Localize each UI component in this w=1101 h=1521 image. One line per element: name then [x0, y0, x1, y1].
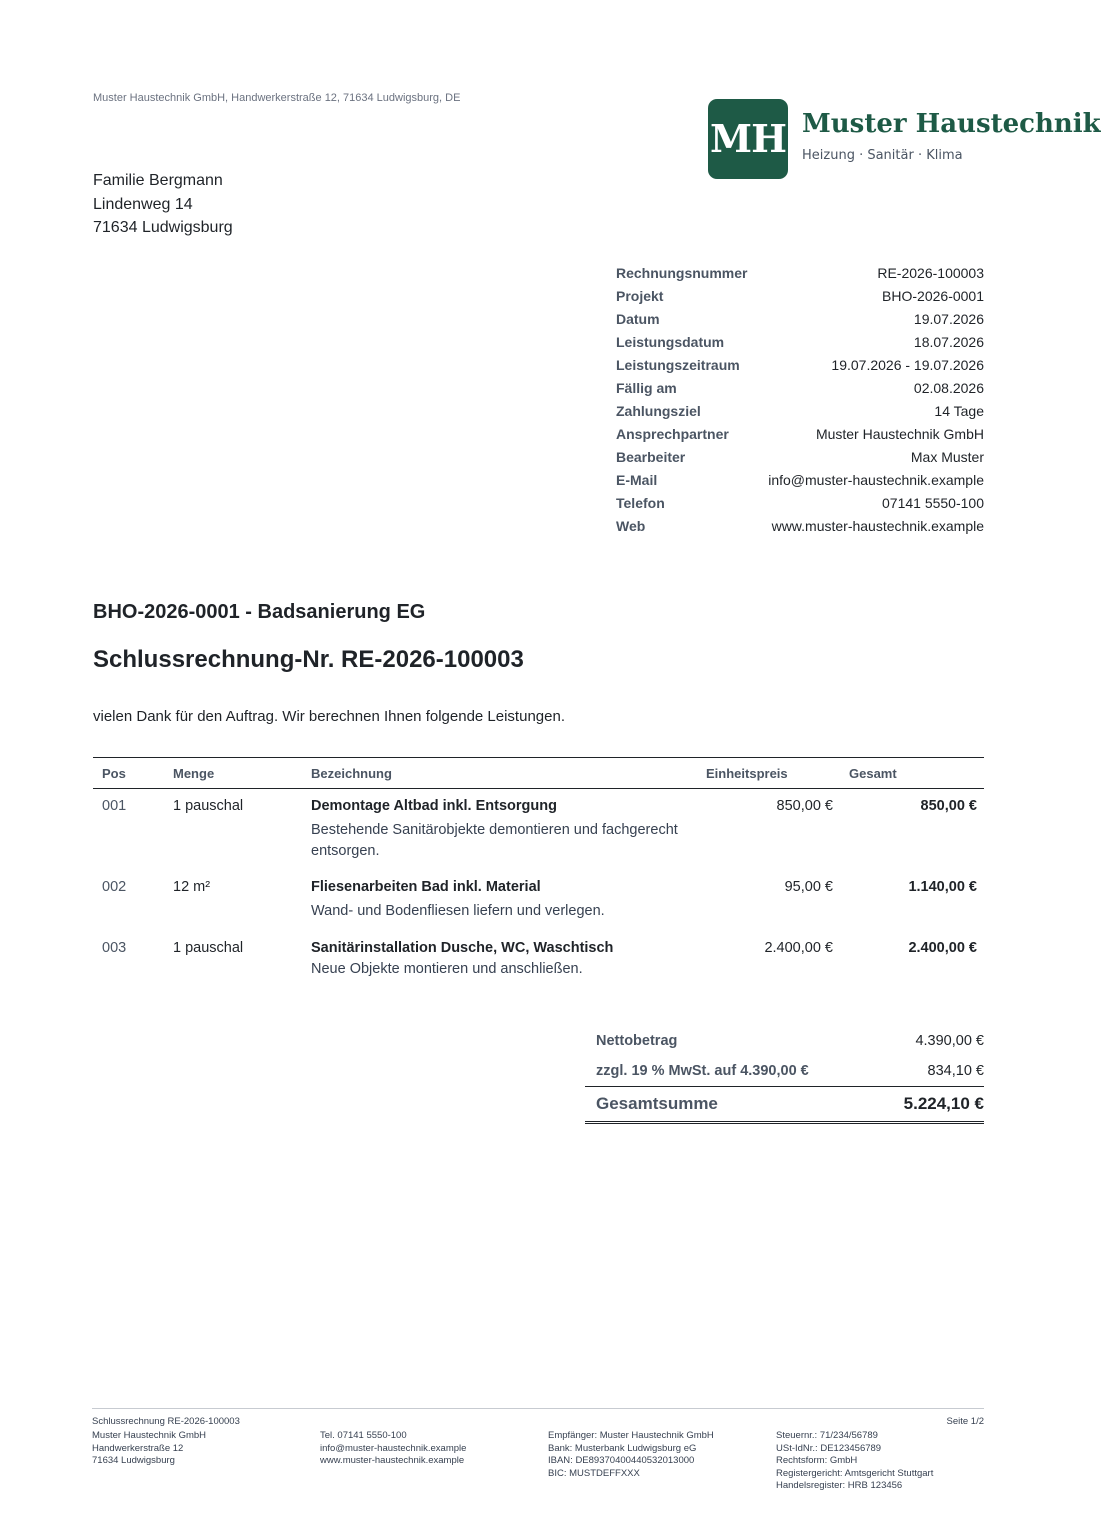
meta-label: E-Mail — [616, 471, 658, 488]
item-qty: 1 pauschal — [173, 798, 244, 814]
net-total-value: 4.390,00 € — [915, 1033, 984, 1049]
item-total: 2.400,00 € — [908, 940, 977, 956]
item-title: Fliesenarbeiten Bad inkl. Material — [311, 879, 541, 895]
item-pos: 001 — [102, 798, 127, 814]
intro-text: vielen Dank für den Auftrag. Wir berechnen Ihnen folgende Leistungen. — [93, 708, 565, 725]
meta-row-project — [616, 284, 984, 307]
meta-row-due-date — [616, 376, 984, 399]
item-description: Bestehende Sanitärobjekte demontieren und fachgerecht entsorgen. — [311, 822, 678, 859]
meta-label: Leistungszeitraum — [616, 356, 740, 373]
meta-value: 19.07.2026 — [913, 310, 984, 327]
meta-value: 19.07.2026 - 19.07.2026 — [831, 356, 984, 373]
header-pos: Pos — [102, 766, 126, 781]
meta-value: 14 Tage — [934, 402, 984, 419]
meta-label: Projekt — [616, 287, 664, 304]
meta-row-service-date — [616, 330, 984, 353]
logo-tagline: Heizung · Sanitär · Klima — [802, 148, 963, 163]
item-total: 1.140,00 € — [908, 879, 977, 895]
header-qty: Menge — [173, 766, 215, 781]
footer-page-number: Seite 1/2 — [946, 1416, 984, 1427]
meta-label: Rechnungsnummer — [616, 264, 748, 281]
meta-label: Web — [616, 517, 646, 534]
recipient-address — [93, 169, 233, 240]
footer-line: Handwerkerstraße 12 — [92, 1442, 184, 1454]
item-qty: 12 m² — [173, 879, 211, 895]
item-description-block — [311, 798, 701, 862]
vat-row — [585, 1056, 984, 1086]
meta-row-email — [616, 468, 984, 491]
logo-company-name: Muster Haustechnik — [802, 109, 1101, 139]
header-description: Bezeichnung — [311, 766, 392, 781]
sender-address-line: Muster Haustechnik GmbH, Handwerkerstraße 12, 71634 Ludwigsburg, DE — [93, 92, 461, 104]
footer-line: Empfänger: Muster Haustechnik GmbH — [548, 1430, 714, 1441]
meta-value: info@muster-haustechnik.example — [768, 471, 984, 488]
meta-label: Bearbeiter — [616, 448, 686, 465]
net-total-label: Nettobetrag — [596, 1033, 678, 1049]
footer-line: info@muster-haustechnik.example — [320, 1442, 467, 1454]
item-description-block — [311, 940, 701, 980]
footer-bank-details — [548, 1430, 714, 1480]
grand-total-row — [585, 1086, 984, 1124]
logo-mark: MH — [708, 99, 788, 179]
item-unit-price: 2.400,00 € — [764, 940, 833, 956]
footer-legal-details — [776, 1430, 933, 1493]
recipient-name: Familie Bergmann — [93, 172, 223, 189]
invoice-meta-table — [616, 261, 984, 537]
footer-line: Registergericht: Amtsgericht Stuttgart — [776, 1467, 934, 1479]
meta-value: BHO-2026-0001 — [882, 287, 984, 304]
meta-row-clerk — [616, 445, 984, 468]
meta-row-service-period — [616, 353, 984, 376]
item-pos: 002 — [102, 879, 127, 895]
footer-line: Bank: Musterbank Ludwigsburg eG — [548, 1442, 697, 1454]
meta-value: www.muster-haustechnik.example — [771, 517, 984, 534]
company-logo — [708, 99, 1101, 181]
meta-label: Zahlungsziel — [616, 402, 701, 419]
meta-label: Leistungsdatum — [616, 333, 725, 350]
net-total-row — [585, 1026, 984, 1056]
meta-row-web — [616, 514, 984, 537]
line-items-table — [93, 757, 984, 977]
footer-line: Rechtsform: GmbH — [776, 1455, 858, 1466]
grand-total-value: 5.224,10 € — [903, 1094, 984, 1113]
item-total: 850,00 € — [920, 798, 977, 814]
footer-company-address — [92, 1430, 206, 1468]
footer-document-reference: Schlussrechnung RE-2026-100003 — [92, 1416, 240, 1427]
meta-row-invoice-number — [616, 261, 984, 284]
line-items-header — [93, 757, 984, 789]
item-description: Wand- und Bodenfliesen liefern und verlegen. — [311, 903, 605, 919]
item-title: Demontage Altbad inkl. Entsorgung — [311, 798, 557, 814]
meta-value: RE-2026-100003 — [877, 264, 984, 281]
footer-contact — [320, 1430, 466, 1468]
vat-label: zzgl. 19 % MwSt. auf 4.390,00 € — [596, 1063, 809, 1079]
footer-line: Steuernr.: 71/234/56789 — [776, 1430, 878, 1441]
footer-line: Muster Haustechnik GmbH — [92, 1430, 207, 1441]
header-total: Gesamt — [849, 766, 897, 781]
item-description-block — [311, 879, 701, 922]
document-title: Schlussrechnung-Nr. RE-2026-100003 — [93, 646, 524, 673]
item-unit-price: 95,00 € — [784, 879, 833, 895]
item-qty: 1 pauschal — [173, 940, 244, 956]
meta-row-contact — [616, 422, 984, 445]
item-unit-price: 850,00 € — [776, 798, 833, 814]
footer-line: USt-IdNr.: DE123456789 — [776, 1442, 882, 1454]
meta-value: 18.07.2026 — [913, 333, 984, 350]
footer-line: IBAN: DE89370400440532013000 — [548, 1455, 695, 1466]
footer-divider — [92, 1408, 984, 1409]
recipient-city: 71634 Ludwigsburg — [93, 219, 233, 236]
grand-total-label: Gesamtsumme — [596, 1094, 718, 1113]
item-title: Sanitärinstallation Dusche, WC, Waschtisch — [311, 940, 614, 956]
footer-line: Tel. 07141 5550-100 — [320, 1430, 407, 1441]
meta-value: Muster Haustechnik GmbH — [815, 425, 984, 442]
item-description: Neue Objekte montieren und anschließen. — [311, 961, 583, 977]
footer-line: 71634 Ludwigsburg — [92, 1455, 175, 1466]
meta-label: Ansprechpartner — [616, 425, 729, 442]
project-title: BHO-2026-0001 - Badsanierung EG — [93, 601, 426, 623]
meta-row-payment-terms — [616, 399, 984, 422]
footer-line: Handelsregister: HRB 123456 — [776, 1480, 903, 1491]
vat-value: 834,10 € — [927, 1063, 984, 1079]
meta-label: Fällig am — [616, 379, 677, 396]
meta-row-date — [616, 307, 984, 330]
item-pos: 003 — [102, 940, 127, 956]
meta-value: 07141 5550-100 — [882, 494, 984, 511]
footer-line: www.muster-haustechnik.example — [320, 1455, 465, 1466]
meta-label: Datum — [616, 310, 660, 327]
recipient-street: Lindenweg 14 — [93, 195, 193, 213]
meta-value: Max Muster — [910, 448, 984, 465]
meta-label: Telefon — [616, 494, 665, 511]
header-unit-price: Einheitspreis — [706, 766, 788, 781]
totals-block — [585, 1026, 984, 1124]
meta-value: 02.08.2026 — [913, 379, 984, 396]
meta-row-phone — [616, 491, 984, 514]
footer-line: BIC: MUSTDEFFXXX — [548, 1467, 640, 1479]
